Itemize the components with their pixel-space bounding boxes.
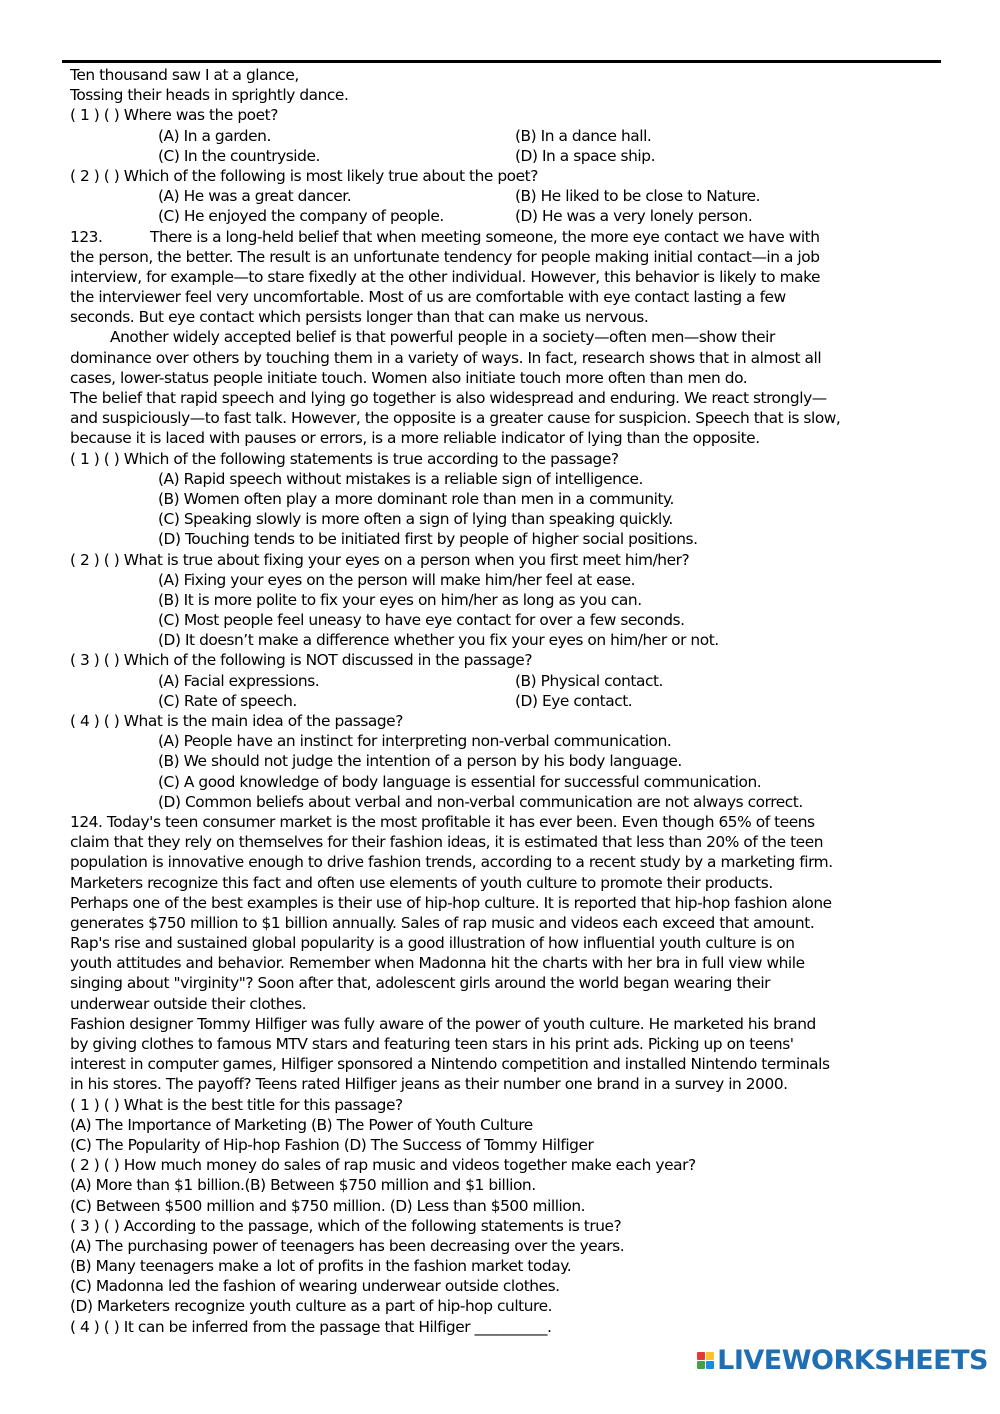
passage-line: generates $750 million to $1 billion annually. Sales of rap music and videos each exceed that amount. <box>70 913 815 932</box>
option-row <box>70 186 950 206</box>
question-stem: ( 2 ) ( ) How much money do sales of rap music and videos together make each year? <box>70 1156 696 1175</box>
passage-line: by giving clothes to famous MTV stars and featuring teen stars in his print ads. Picking up on teens' <box>70 1035 794 1053</box>
passage-line: The belief that rapid speech and lying go together is also widespread and enduring. We react strongly— <box>70 389 827 407</box>
passage-line: population is innovative enough to drive fashion trends, according to a recent study by a marketing firm. <box>70 853 833 872</box>
logo-square-icon <box>706 1352 714 1360</box>
passage-number: 123. <box>70 227 103 246</box>
option: (A) Facial expressions. <box>158 671 320 690</box>
passage-line: underwear outside their clothes. <box>70 994 307 1013</box>
option: (C) He enjoyed the company of people. <box>158 207 444 226</box>
passage-line: youth attitudes and behavior. Remember when Madonna hit the charts with her bra in full view while <box>70 954 805 973</box>
passage-line: because it is laced with pauses or errors, is a more reliable indicator of lying than the opposite. <box>70 429 760 448</box>
passage-line: interview, for example—to stare fixedly at the other individual. However, this behavior is likely to make <box>70 267 821 286</box>
option: (B) It is more polite to fix your eyes on him/her as long as you can. <box>158 590 642 609</box>
option-row <box>70 691 950 711</box>
question-stem: ( 4 ) ( ) What is the main idea of the passage? <box>70 712 403 730</box>
option: (A) People have an instinct for interpreting non-verbal communication. <box>158 732 672 751</box>
passage-line: the person, the better. The result is an unfortunate tendency for people making initial contact—in a job <box>70 247 820 266</box>
poem-line: Tossing their heads in sprightly dance. <box>70 86 349 105</box>
question-stem: ( 3 ) ( ) Which of the following is NOT discussed in the passage? <box>70 651 533 670</box>
option-row <box>70 206 950 226</box>
poem-line: Ten thousand saw I at a glance, <box>70 66 299 84</box>
option: (B) Women often play a more dominant role than men in a community. <box>158 489 674 508</box>
passage-line: seconds. But eye contact which persists longer than that can make us nervous. <box>70 308 649 327</box>
option: (B) He liked to be close to Nature. <box>515 187 761 206</box>
option: (C) In the countryside. <box>158 146 320 165</box>
option: (D) Common beliefs about verbal and non-verbal communication are not always correct. <box>158 792 803 811</box>
option-line: (A) More than $1 billion.(B) Between $750 million and $1 billion. <box>70 1176 536 1195</box>
option: (B) In a dance hall. <box>515 126 652 145</box>
question-stem: ( 2 ) ( ) Which of the following is most likely true about the poet? <box>70 166 538 185</box>
option: (D) Eye contact. <box>515 691 633 710</box>
worksheet-content <box>70 65 950 1337</box>
question-stem: ( 4 ) ( ) It can be inferred from the passage that Hilfiger __________. <box>70 1317 552 1336</box>
passage-line: Rap's rise and sustained global popularity is a good illustration of how influential youth culture is on <box>70 934 795 953</box>
option: (A) Rapid speech without mistakes is a reliable sign of intelligence. <box>158 469 643 488</box>
option-line: (C) The Popularity of Hip-hop Fashion (D) The Success of Tommy Hilfiger <box>70 1135 594 1154</box>
passage-line: Perhaps one of the best examples is their use of hip-hop culture. It is reported that hip-hop fashion alone <box>70 893 832 912</box>
question-stem: ( 1 ) ( ) Where was the poet? <box>70 106 278 125</box>
passage-line <box>70 227 950 247</box>
option-line: (A) The purchasing power of teenagers has been decreasing over the years. <box>70 1236 625 1255</box>
passage-line: interest in computer games, Hilfiger sponsored a Nintendo competition and installed Nintendo terminals <box>70 1055 830 1074</box>
passage-line: Marketers recognize this fact and often use elements of youth culture to promote their products. <box>70 873 773 892</box>
option: (A) In a garden. <box>158 126 271 145</box>
option: (D) In a space ship. <box>515 146 656 165</box>
logo-text: LIVEWORKSHEETS <box>717 1345 988 1376</box>
passage-line: the interviewer feel very uncomfortable. Most of us are comfortable with eye contact lasting a few <box>70 288 786 307</box>
question-stem: ( 2 ) ( ) What is true about fixing your eyes on a person when you first meet him/her? <box>70 550 690 569</box>
option: (C) A good knowledge of body language is essential for successful communication. <box>158 772 762 791</box>
option-row <box>70 146 950 166</box>
option-row <box>70 126 950 146</box>
option-line: (B) Many teenagers make a lot of profits in the fashion market today. <box>70 1257 572 1276</box>
passage-line: 124. Today's teen consumer market is the most profitable it has ever been. Even though 65% of teens <box>70 812 815 831</box>
passage-text: There is a long-held belief that when meeting someone, the more eye contact we have with <box>150 227 820 246</box>
logo-mark-icon <box>697 1352 714 1369</box>
question-stem: ( 1 ) ( ) Which of the following statements is true according to the passage? <box>70 449 619 468</box>
option-line: (C) Madonna led the fashion of wearing underwear outside clothes. <box>70 1277 560 1296</box>
option: (C) Most people feel uneasy to have eye contact for over a few seconds. <box>158 611 685 630</box>
passage-line: Another widely accepted belief is that powerful people in a society—often men—show their <box>110 328 775 347</box>
option-line: (D) Marketers recognize youth culture as a part of hip-hop culture. <box>70 1297 553 1316</box>
option: (A) Fixing your eyes on the person will make him/her feel at ease. <box>158 570 636 589</box>
option-row <box>70 671 950 691</box>
question-stem: ( 3 ) ( ) According to the passage, which of the following statements is true? <box>70 1216 622 1235</box>
passage-line: cases, lower-status people initiate touch. Women also initiate touch more often than men do. <box>70 368 748 387</box>
passage-line: singing about "virginity"? Soon after that, adolescent girls around the world began wearing their <box>70 974 771 993</box>
passage-line: in his stores. The payoff? Teens rated Hilfiger jeans as their number one brand in a survey in 2000. <box>70 1075 788 1094</box>
option: (C) Rate of speech. <box>158 691 297 710</box>
option: (D) He was a very lonely person. <box>515 207 753 226</box>
option: (C) Speaking slowly is more often a sign of lying than speaking quickly. <box>158 510 673 529</box>
passage-line: dominance over others by touching them in a variety of ways. In fact, research shows that in almost all <box>70 348 822 367</box>
option: (D) Touching tends to be initiated first by people of higher social positions. <box>158 530 698 549</box>
passage-line: Fashion designer Tommy Hilfiger was fully aware of the power of youth culture. He marketed his brand <box>70 1014 816 1033</box>
option: (B) We should not judge the intention of a person by his body language. <box>158 752 682 771</box>
option-line: (A) The Importance of Marketing (B) The Power of Youth Culture <box>70 1115 533 1134</box>
option-line: (C) Between $500 million and $750 million. (D) Less than $500 million. <box>70 1196 586 1215</box>
question-stem: ( 1 ) ( ) What is the best title for this passage? <box>70 1095 403 1114</box>
top-rule <box>62 60 941 63</box>
passage-line: and suspiciously—to fast talk. However, the opposite is a greater cause for suspicion. Speech that is slow, <box>70 409 841 428</box>
logo-square-icon <box>697 1361 705 1369</box>
option: (B) Physical contact. <box>515 671 663 690</box>
logo-square-icon <box>697 1352 705 1360</box>
option: (D) It doesn’t make a difference whether you fix your eyes on him/her or not. <box>158 631 719 650</box>
liveworksheets-logo <box>697 1345 988 1376</box>
logo-square-icon <box>706 1361 714 1369</box>
option: (A) He was a great dancer. <box>158 187 352 206</box>
passage-line: claim that they rely on themselves for their fashion ideas, it is estimated that less than 20% of the teen <box>70 833 824 852</box>
